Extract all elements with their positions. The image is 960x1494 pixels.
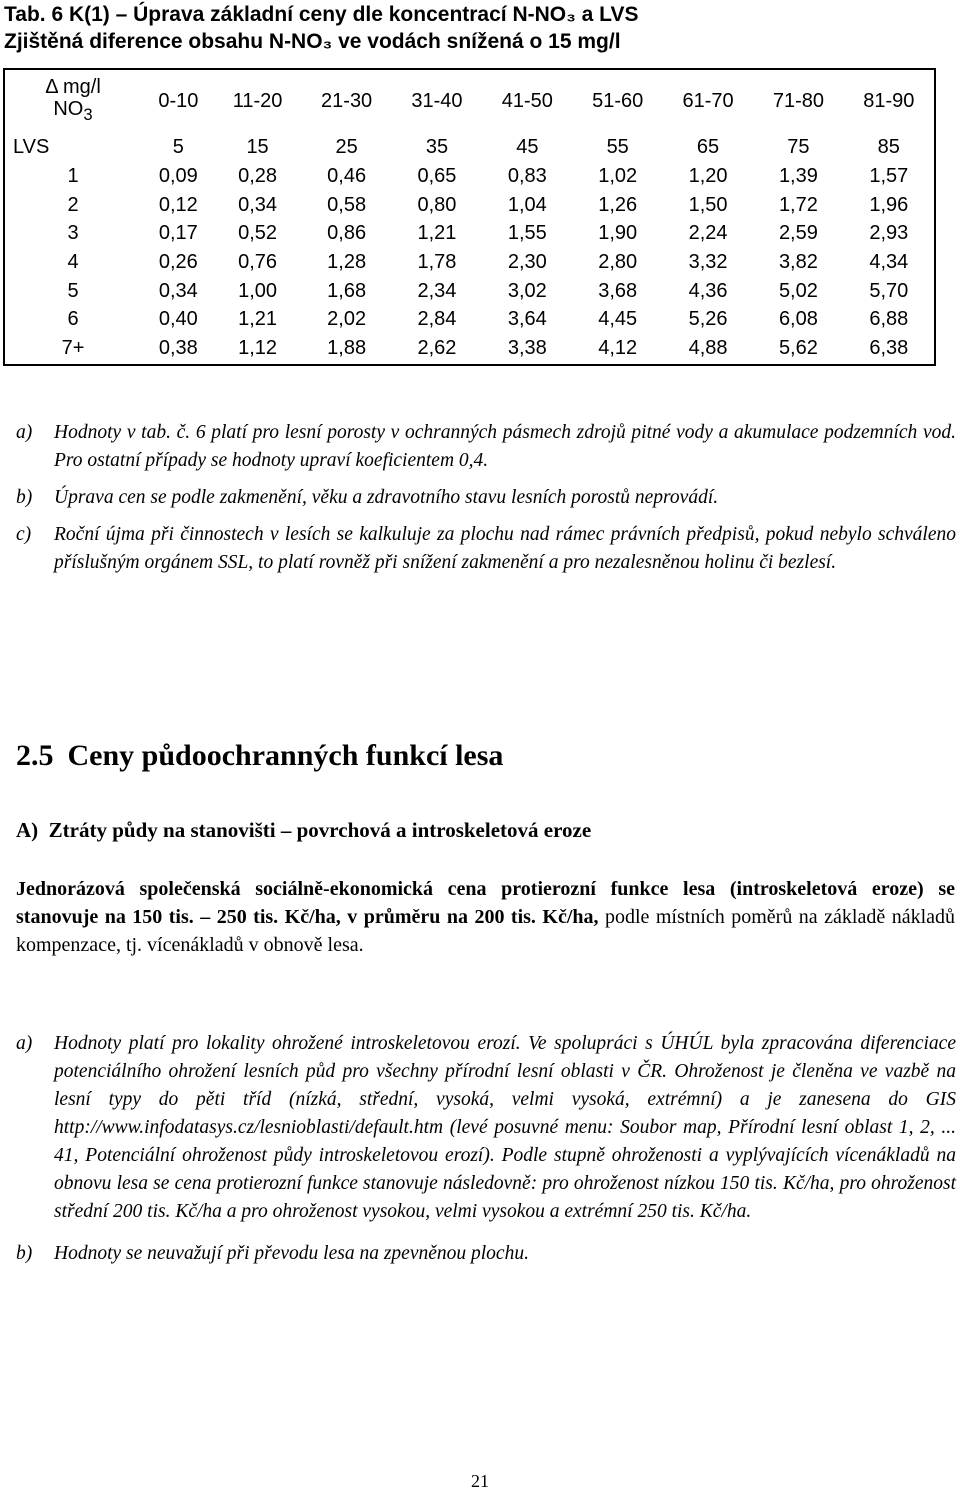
table-row xyxy=(3,276,934,305)
table-row xyxy=(3,162,934,191)
range-header: 41-50 xyxy=(501,90,553,112)
table-subtitle: Zjištěná diference obsahu N-NO₃ ve vodách snížená o 15 mg/l xyxy=(4,30,621,53)
table-row xyxy=(3,191,934,220)
value-cell: 1,00 xyxy=(238,279,278,302)
note-text: Roční újma při činnostech v lesích se kalkuluje za plochu nad rámec právních předpisů, pokud nebylo schváleno příslušným orgánem SSL, to platí rovněž při snížení zakmenění a pro nezalesněnou holinu či bezlesí. xyxy=(54,524,956,573)
range-header: 71-80 xyxy=(772,90,824,112)
range-header: 21-30 xyxy=(321,90,373,112)
value-cell: 0,40 xyxy=(158,308,198,331)
value-cell: 3,02 xyxy=(507,279,547,302)
value-cell: 4,45 xyxy=(598,308,638,331)
lvs-cell: 1 xyxy=(67,165,79,188)
value-cell: 0,38 xyxy=(158,336,198,359)
note-text: Úprava cen se podle zakmenění, věku a zdravotního stavu lesních porostů neprovádí. xyxy=(54,487,719,508)
value-cell: 1,78 xyxy=(417,251,457,274)
value-cell: 0,34 xyxy=(238,193,278,216)
section-title: Ceny půdoochranných funkcí lesa xyxy=(67,739,504,772)
value-cell: 2,80 xyxy=(598,251,638,274)
note-text: Hodnoty platí pro lokality ohrožené introskeletovou erozí. Ve spolupráci s ÚHÚL byla zpracována diferenciace potenciálního ohrožení lesních půd pro všechny přírodní lesní oblasti v ČR. Ohroženost je členěna ve vazbě na lesní typy do pěti tříd (nízká, střední, vysoká, velmi vysoká, extrémní) a je zanesena do GIS http://www.infodatasys.cz/lesnioblasti/default.htm (levé posuvné menu: Soubor map, Přírodní lesní oblast 1, 2, ... 41, Potenciální ohroženost půdy introskeletovou erozí). Podle stupně ohroženosti a vyplývajících vícenákladů na obnovu lesa se cena protierozní funkce stanovuje následovně: pro ohroženost nízkou 150 tis. Kč/ha, pro ohroženost střední 200 tis. Kč/ha a pro ohroženost vysokou, velmi vysokou a extrémní 250 tis. Kč/ha. xyxy=(54,1033,956,1222)
midpoint-cell: 65 xyxy=(696,136,720,158)
table-row xyxy=(3,334,934,363)
subsection-title: Ztráty půdy na stanovišti – povrchová a introskeletová eroze xyxy=(48,818,592,842)
concentration-table xyxy=(3,70,934,362)
note-label: b) xyxy=(16,1243,33,1264)
table-row xyxy=(3,248,934,277)
note-item xyxy=(16,1240,956,1268)
midpoint-cell: 45 xyxy=(516,136,539,158)
midpoint-cell: 85 xyxy=(877,136,900,158)
value-cell: 3,32 xyxy=(688,251,728,274)
value-cell: 0,86 xyxy=(327,222,367,245)
value-cell: 4,12 xyxy=(598,336,638,359)
value-cell: 1,21 xyxy=(417,222,457,245)
value-cell: 1,90 xyxy=(598,222,638,245)
midpoint-cell: 55 xyxy=(606,136,629,158)
midpoint-cell: 5 xyxy=(172,136,184,158)
value-cell: 3,68 xyxy=(598,279,638,302)
value-cell: 1,04 xyxy=(507,193,547,216)
range-header: 31-40 xyxy=(411,90,463,112)
value-cell: 0,80 xyxy=(417,193,457,216)
lvs-cell: 3 xyxy=(67,222,79,245)
midpoint-cell: 25 xyxy=(335,136,358,158)
note-label: a) xyxy=(16,422,33,443)
value-cell: 1,21 xyxy=(238,308,278,331)
subsection-label: A) xyxy=(16,818,39,842)
value-cell: 2,93 xyxy=(869,222,909,245)
value-cell: 3,64 xyxy=(507,308,547,331)
value-cell: 1,12 xyxy=(238,336,278,359)
midpoint-cell: 15 xyxy=(246,136,269,158)
value-cell: 0,12 xyxy=(158,193,198,216)
value-cell: 2,02 xyxy=(327,308,367,331)
range-header: 61-70 xyxy=(682,90,734,112)
note-item xyxy=(16,521,956,577)
value-cell: 2,30 xyxy=(507,251,547,274)
value-cell: 1,20 xyxy=(688,165,728,188)
note-text: Hodnoty se neuvažují při převodu lesa na zpevněnou plochu. xyxy=(54,1243,529,1264)
section-number: 2.5 xyxy=(16,739,54,772)
value-cell: 1,57 xyxy=(869,165,909,188)
lvs-cell: 2 xyxy=(67,193,79,216)
table-row xyxy=(3,219,934,248)
lvs-label: LVS xyxy=(13,136,50,158)
midpoint-row xyxy=(3,132,934,162)
value-cell: 0,76 xyxy=(238,251,278,274)
corner-sub: 3 xyxy=(83,105,93,124)
table-row xyxy=(3,305,934,334)
value-cell: 5,02 xyxy=(778,279,818,302)
note-item xyxy=(16,1030,956,1226)
value-cell: 0,83 xyxy=(507,165,547,188)
value-cell: 1,96 xyxy=(869,193,909,216)
value-cell: 0,58 xyxy=(327,193,367,216)
range-header: 11-20 xyxy=(232,90,283,112)
value-cell: 6,08 xyxy=(778,308,818,331)
midpoint-cell: 35 xyxy=(425,136,449,158)
value-cell: 2,59 xyxy=(778,222,818,245)
value-cell: 6,88 xyxy=(869,308,909,331)
value-cell: 1,26 xyxy=(598,193,638,216)
paragraph-bold: Jednorázová společenská sociálně-ekonomická cena protierozní funkce lesa (introskeletová eroze) se stanovuje na 150 tis. – 250 tis. Kč/ha, v průměru na 200 tis. Kč/ha, xyxy=(16,878,955,928)
value-cell: 0,28 xyxy=(238,165,278,188)
value-cell: 4,34 xyxy=(869,251,909,274)
value-cell: 0,26 xyxy=(158,251,198,274)
value-cell: 1,50 xyxy=(688,193,728,216)
range-header: 0-10 xyxy=(158,90,199,112)
lvs-cell: 5 xyxy=(67,279,79,302)
value-cell: 2,24 xyxy=(688,222,728,245)
value-cell: 1,55 xyxy=(507,222,547,245)
range-header: 81-90 xyxy=(863,90,915,112)
value-cell: 2,34 xyxy=(417,279,457,302)
value-cell: 1,72 xyxy=(778,193,818,216)
value-cell: 1,68 xyxy=(327,279,367,302)
value-cell: 0,65 xyxy=(417,165,457,188)
note-text: Hodnoty v tab. č. 6 platí pro lesní porosty v ochranných pásmech zdrojů pitné vody a akumulace podzemních vod. Pro ostatní případy se hodnoty upraví koeficientem 0,4. xyxy=(54,422,956,471)
value-cell: 2,84 xyxy=(417,308,457,331)
table-title: Tab. 6 K(1) – Úprava základní ceny dle koncentrací N-NO₃ a LVS xyxy=(4,3,639,26)
value-cell: 0,17 xyxy=(158,222,198,245)
value-cell: 5,62 xyxy=(778,336,818,359)
paragraph-normal: podle místních poměrů na základě nákladů kompenzace, tj. vícenákladů v obnově lesa. xyxy=(16,906,955,956)
note-label: b) xyxy=(16,487,33,508)
price-paragraph xyxy=(16,875,955,959)
note-label: c) xyxy=(16,524,32,545)
value-cell: 3,38 xyxy=(507,336,547,359)
lvs-cell: 7+ xyxy=(61,336,85,359)
value-cell: 1,02 xyxy=(598,165,638,188)
lvs-cell: 6 xyxy=(67,308,79,331)
note-label: a) xyxy=(16,1033,33,1054)
value-cell: 0,09 xyxy=(158,165,198,188)
value-cell: 0,34 xyxy=(158,279,198,302)
lvs-cell: 4 xyxy=(67,251,79,274)
corner-unit: Δ mg/l xyxy=(45,76,101,98)
note-item xyxy=(16,484,956,512)
value-cell: 6,38 xyxy=(869,336,909,359)
midpoint-cell: 75 xyxy=(787,136,810,158)
corner-cell xyxy=(3,70,143,132)
value-cell: 3,82 xyxy=(778,251,818,274)
note-item xyxy=(16,419,956,475)
subsection-heading xyxy=(16,817,591,843)
value-cell: 0,52 xyxy=(238,222,278,245)
section-heading xyxy=(16,738,503,774)
range-header: 51-60 xyxy=(592,90,644,112)
table-notes xyxy=(16,419,956,586)
value-cell: 5,70 xyxy=(869,279,909,302)
value-cell: 0,46 xyxy=(327,165,367,188)
value-cell: 1,28 xyxy=(327,251,367,274)
range-header-row xyxy=(3,70,934,132)
corner-species: NO xyxy=(53,98,84,120)
page-number: 21 xyxy=(471,1471,489,1491)
value-cell: 1,39 xyxy=(778,165,818,188)
value-cell: 5,26 xyxy=(688,308,728,331)
value-cell: 2,62 xyxy=(417,336,457,359)
value-cell: 1,88 xyxy=(327,336,367,359)
section-notes xyxy=(16,1030,956,1282)
value-cell: 4,88 xyxy=(688,336,728,359)
value-cell: 4,36 xyxy=(688,279,728,302)
